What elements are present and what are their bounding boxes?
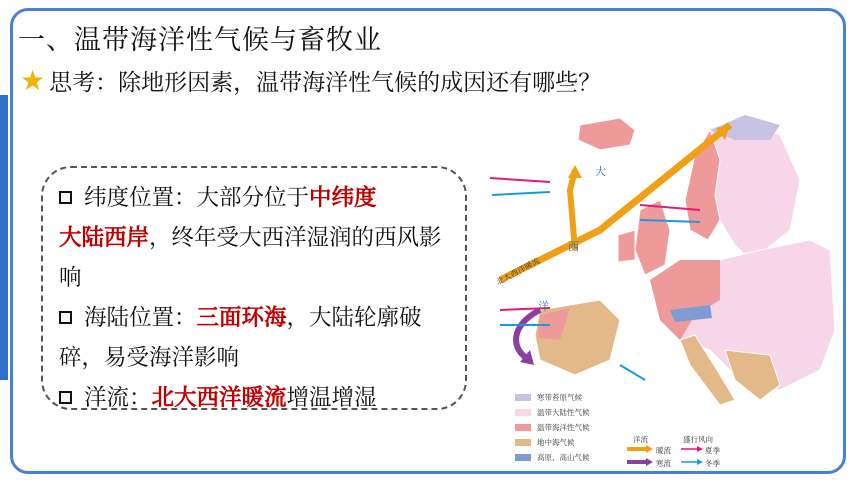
question-text: 思考：除地形因素，温带海洋性气候的成因还有哪些？ — [49, 70, 602, 96]
point-label: 洋流： — [84, 385, 152, 411]
question-line — [20, 64, 601, 97]
point-sea-land — [59, 298, 453, 378]
point-rest: ，终年受大西洋湿润的西风影响 — [59, 225, 442, 291]
point-rest: 增温增湿 — [286, 385, 377, 411]
point-label: 海陆位置： — [84, 305, 197, 331]
map-legend — [515, 392, 835, 470]
warm-current-icon — [627, 445, 653, 453]
swatch — [515, 409, 531, 416]
legend-item — [515, 452, 590, 463]
legend-label: 寒带苔原气候 — [537, 393, 582, 402]
point-label: 纬度位置：大部分位于 — [84, 185, 310, 211]
ireland-region — [618, 230, 635, 262]
ocean-label-yang: 洋 — [538, 300, 549, 313]
legend-cold: 寒流 — [656, 459, 671, 468]
slide-title: 一、温带海洋性气候与畜牧业 — [18, 25, 382, 56]
swatch — [515, 394, 531, 401]
legend-winter: 冬季 — [705, 459, 720, 468]
highlight: 三面环海 — [196, 305, 287, 331]
highlight: 大陆西岸 — [59, 225, 150, 251]
highlight: 北大西洋暖流 — [151, 385, 287, 411]
ocean-label-da: 大 — [595, 165, 606, 178]
checkbox-icon — [59, 311, 72, 324]
legend-label: 温带大陆性气候 — [537, 408, 590, 417]
swatch — [515, 439, 531, 446]
checkbox-icon — [59, 391, 72, 404]
left-accent-bar — [0, 95, 8, 380]
current-label: 北大西洋暖流 — [494, 256, 542, 287]
legend-warm: 暖流 — [656, 446, 671, 455]
swatch — [515, 454, 531, 461]
legend-item — [515, 422, 590, 433]
legend-label: 高原、高山气候 — [537, 453, 590, 462]
legend-item — [515, 392, 582, 403]
legend-item — [515, 407, 590, 418]
cold-current-icon — [627, 458, 653, 466]
star-icon: ★ — [20, 63, 46, 97]
legend-currents-title: 洋流 — [633, 435, 648, 444]
legend-item — [515, 437, 575, 448]
legend-winds-title: 盛行风向 — [683, 435, 713, 444]
point-latitude — [59, 178, 453, 298]
answer-box — [41, 166, 467, 410]
point-rest: ，大陆轮廓破碎，易受海洋影响 — [59, 305, 422, 371]
point-current — [59, 378, 453, 418]
winter-wind-icon — [681, 458, 703, 466]
swatch — [515, 424, 531, 431]
legend-summer: 夏季 — [705, 446, 720, 455]
legend-label: 地中海气候 — [537, 438, 575, 447]
highlight: 中纬度 — [309, 185, 377, 211]
checkbox-icon — [59, 191, 72, 204]
ocean-label-xi: 西 — [568, 240, 579, 253]
summer-wind-icon — [681, 445, 703, 453]
legend-label: 温带海洋性气候 — [537, 423, 590, 432]
